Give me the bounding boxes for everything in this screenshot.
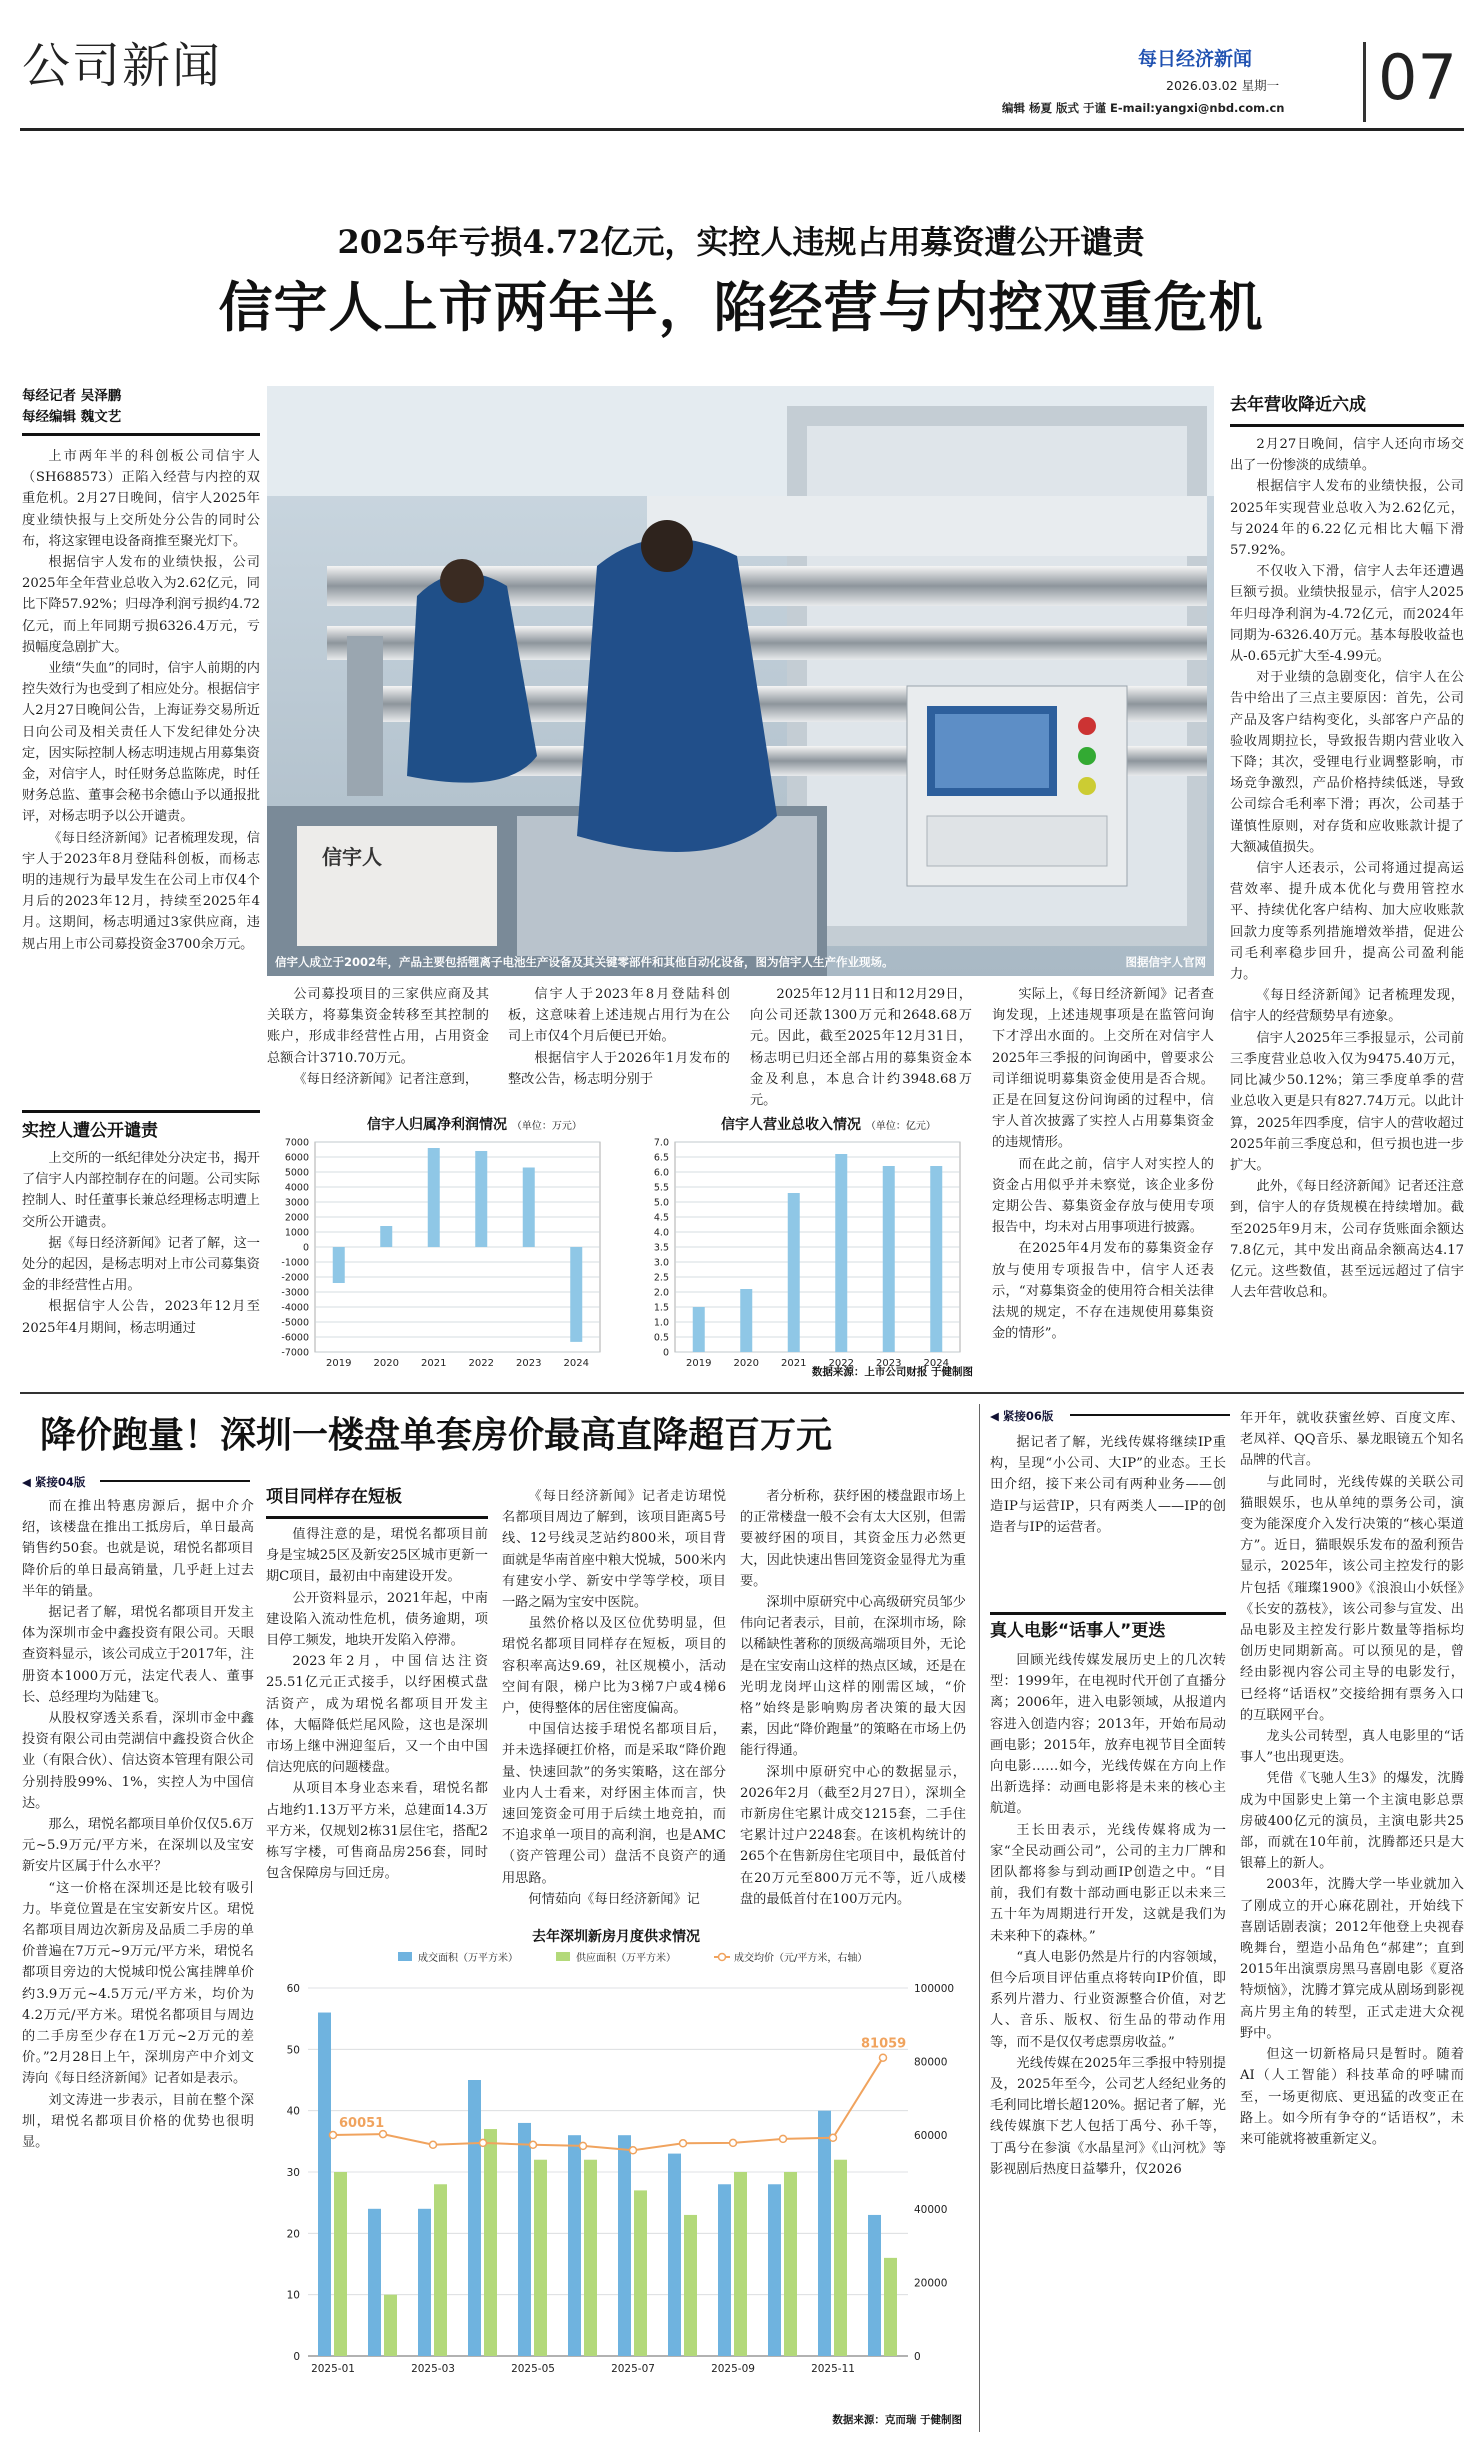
chart1-bar: [428, 1148, 440, 1247]
chart3-legend-marker: [719, 1954, 726, 1961]
chart1-bar: [523, 1168, 535, 1248]
chart1-x-tick: 2022: [468, 1358, 494, 1369]
chart2-y-tick: 3.0: [653, 1257, 669, 1269]
chart1-y-tick: 3000: [284, 1197, 309, 1209]
paragraph: 从项目本身业态来看，珺悦名都占地约1.13万平方米，总建面14.3万平方米，仅规划2栋31层住宅，搭配2栋写字楼，可售商品房256套，同时包含保障房与回迁房。: [266, 1781, 488, 1882]
paragraph: 据《每日经济新闻》记者了解，这一处分的起因，是杨志明对上市公司募集资金的非经营性占用。: [22, 1235, 260, 1294]
chart3-x-tick: 2025-05: [511, 2363, 555, 2375]
column-divider: [979, 1404, 980, 2432]
paragraph: 上交所的一纸纪律处分决定书，揭开了信宇人内部控制存在的问题。公司实际控制人、时任董事长兼总经理杨志明遭上交所公开谴责。: [22, 1151, 260, 1230]
chart3-bar-deal: [568, 2135, 581, 2356]
paragraph: “这一价格在深圳还是比较有吸引力。毕竟位置是在宝安新安片区。珺悦名都项目周边次新房及品质二手房的单价普遍在7万元~9万元/平方米，珺悦名都项目旁边的大悦城印悦公寓挂牌单价约3.9万元~4.5万元/平方米，均价为4.2万元/平方米。珺悦名都项目与周边的二手房至少存在1万元~2万元的差价。”2月28日上午，深圳房产中介刘文涛向《每日经济新闻》记者如是表示。: [22, 1880, 254, 2087]
chart2-y-tick: 6.0: [653, 1167, 669, 1179]
chart1-y-tick: 0: [302, 1242, 309, 1254]
reporter: 每经记者 吴泽鹏: [22, 388, 122, 404]
machine-label: 信宇人: [322, 845, 382, 869]
chart3-bar-deal: [618, 2135, 631, 2356]
chart1-2-svg: [267, 1110, 977, 1382]
chart3-price-line: [333, 2058, 883, 2151]
paper-name: 每日经济新闻: [1138, 48, 1253, 70]
chart1-bar: [380, 1226, 392, 1247]
chart3-y2-tick: 80000: [914, 2056, 948, 2069]
chart1-y-tick: 6000: [284, 1152, 309, 1164]
paragraph: 那么，珺悦名都项目单价仅仅5.6万元~5.9万元/平方米，在深圳以及宝安新安片区属于什么水平？: [22, 1817, 254, 1875]
paragraph: 而在推出特惠房源后，据中介介绍，该楼盘在推出工抵房后，单日最高销售约50套。也就是说，珺悦名都项目降价后的单日最高销量，几乎赶上过去半年的销量。: [22, 1499, 254, 1599]
factory-photo: [267, 386, 1214, 976]
a3-col2: [1240, 1408, 1464, 2432]
chart3-bar-supply: [484, 2129, 497, 2356]
chart2-y-tick: 5.0: [653, 1197, 669, 1209]
page-number: 07: [1378, 41, 1457, 114]
chart3-price-point: [880, 2054, 887, 2061]
chart3-bar-supply: [384, 2295, 397, 2356]
chart3-legend-swatch: [556, 1952, 570, 1961]
a2-headline: 降价跑量！深圳一楼盘单套房价最高直降超百万元: [40, 1414, 833, 1456]
photo-credit: 图据信宇人官网: [1125, 955, 1206, 969]
chart2-x-tick: 2024: [923, 1358, 949, 1369]
a3-secrule: [990, 1612, 1226, 1615]
a3-col1b: [990, 1650, 1226, 2432]
chart3-y2-tick: 20000: [914, 2277, 948, 2290]
paragraph: 刘文涛进一步表示，目前在整个深圳，珺悦名都项目价格的优势也很明显。: [22, 2092, 254, 2151]
chart3-bar-deal: [768, 2184, 781, 2356]
paragraph: 者分析称，获纾困的楼盘跟市场上的正常楼盘一般不会有太大区别，但需要被纾困的项目，其资金压力必然更大，因此快速出售回笼资金显得尤为重要。: [740, 1489, 966, 1589]
chart2-y-tick: 0.5: [653, 1332, 669, 1344]
chart3-legend-label: 成交面积（万平方米）: [418, 1953, 518, 1964]
chart3-price-point: [830, 2134, 837, 2141]
paragraph: “真人电影仍然是片行的内容领域，但今后项目评估重点将转向IP价值，即系列片潜力、行业资源整合价值，对艺人、音乐、版权、衍生品的带动作用等，而不是仅仅考虑票房收益。”: [990, 1949, 1226, 2050]
chart2-y-tick: 4.5: [653, 1212, 669, 1224]
paragraph: 据记者了解，珺悦名都项目开发主体为深圳市金中鑫投资有限公司。天眼查资料显示，该公司成立于2017年，注册资本1000万元，法定代表人、董事长、总经理均为陆建飞。: [22, 1605, 254, 1705]
a2-rule: [100, 1480, 250, 1482]
chart1-bar: [333, 1247, 345, 1283]
chart3-bar-supply: [784, 2172, 797, 2356]
chart3-bar-deal: [368, 2209, 381, 2356]
chart2-unit: （单位：亿元）: [865, 1121, 936, 1132]
chart3-y-tick: 50: [286, 2044, 300, 2057]
paragraph: 但这一切新格局只是暂时。随着AI（人工智能）科技革命的呼啸而至，一场更彻底、更迅猛的改变正在路上。如今所有争夺的“话语权”，未来可能就将被重新定义。: [1240, 2047, 1464, 2147]
staff-line: 编辑 杨夏 版式 于谨 E-mail:yangxi@nbd.com.cn: [1002, 101, 1285, 115]
a1-col4a: [750, 984, 972, 1109]
paragraph: 根据信宇人发布的业绩快报，公司2025年实现营业总收入为2.62亿元，与2024年的6.22亿元相比大幅下滑57.92%。: [1230, 479, 1464, 559]
section-title: 公司新闻: [22, 38, 223, 94]
paragraph: 凭借《飞驰人生3》的爆发，沈腾成为中国影史上第一个主演电影总票房破400亿元的演员，主演电影共25部，而就在10年前，沈腾都还只是大银幕上的新人。: [1240, 1771, 1464, 1872]
chart2-x-tick: 2023: [876, 1358, 902, 1369]
chart2-x-tick: 2021: [781, 1358, 807, 1369]
chart1-y-tick: -6000: [281, 1332, 309, 1344]
issue-date: [1166, 76, 1279, 94]
a2-subrule: [266, 1516, 488, 1519]
chart1-x-tick: 2023: [516, 1358, 542, 1369]
chart3-price-point: [480, 2139, 487, 2146]
chart3-price-point: [630, 2147, 637, 2154]
section-rule: [22, 1110, 260, 1113]
chart2-y-tick: 0: [662, 1347, 669, 1359]
chart3-x-tick: 2025-11: [811, 2363, 855, 2375]
chart2-x-tick: 2019: [686, 1358, 712, 1369]
paragraph: 与此同时，光线传媒的关联公司猫眼娱乐，也从单纯的票务公司，演变为能深度介入发行决策的“核心渠道方”。近日，猫眼娱乐发布的盈利预告显示，2025年，该公司主控发行的影片包括《璀璨1900》《浪浪山小妖怪》《长安的荔枝》，该公司参与宣发、出品电影及主控发行影片数量等指标均创历史同期新高。可以预见的是，曾经由影视内容公司主导的电影发行，已经将“话语权”交接给拥有票务入口的互联网平台。: [1240, 1474, 1464, 1723]
a1-col1b: [22, 1148, 260, 1378]
chart3-legend-label: 成交均价（元/平方米，右轴）: [734, 1953, 868, 1964]
chart1-title: 信宇人归属净利润情况: [367, 1117, 507, 1133]
chart1-y-tick: 1000: [284, 1227, 309, 1239]
paragraph: 信宇人于2023年8月登陆科创板，这意味着上述违规占用行为在公司上市仅4个月后便已开始。: [508, 987, 730, 1045]
a1-col1: [22, 446, 260, 1104]
paragraph: 根据信宇人于2026年1月发布的整改公告，杨志明分别于: [508, 1050, 730, 1087]
paragraph: 《每日经济新闻》记者梳理发现，信宇人的经营颓势早有迹象。: [1230, 988, 1464, 1025]
chart2-y-tick: 2.5: [653, 1272, 669, 1284]
chart1-y-tick: -1000: [281, 1257, 309, 1269]
chart2-y-tick: 2.0: [653, 1287, 669, 1299]
chart3-bar-supply: [884, 2258, 897, 2356]
paragraph: 公司募投项目的三家供应商及其关联方，将募集资金转移至其控制的账户，形成非经营性占用，占用资金总额合计3710.70万元。: [267, 987, 489, 1066]
paragraph: 2023年2月，中国信达注资25.51亿元正式接手，以纾困模式盘活资产，成为珺悦名都项目开发主体，大幅降低烂尾风险，这也是深圳市场上继中洲迎玺后，又一个由中国信达兜底的问题楼盘。: [266, 1654, 488, 1776]
chart1-unit: （单位：万元）: [511, 1121, 582, 1132]
chart3-svg: [266, 1926, 966, 2432]
chart1-y-tick: -4000: [281, 1302, 309, 1314]
chart3-price-point: [780, 2135, 787, 2142]
paragraph: 2025年12月11日和12月29日，向公司还款1300万元和2648.68万元。因此，截至2025年12月31日，杨志明已归还全部占用的募集资金本金及利息，本息合计约3948.68万元。: [750, 987, 972, 1109]
chart2-y-tick: 7.0: [653, 1137, 669, 1149]
a2-col3: [502, 1486, 726, 1918]
paragraph: 据记者了解，光线传媒将继续IP重构，呈现“小公司、大IP”的业态。王长田介绍，接下来公司有两种业务——创造IP与运营IP，只有两类人——IP的创造者与IP的运营者。: [990, 1435, 1226, 1535]
chart3-y2-tick: 0: [914, 2351, 921, 2363]
chart2-x-tick: 2020: [733, 1358, 759, 1369]
chart3-x-tick: 2025-01: [311, 2363, 355, 2375]
chart3-price-point: [430, 2141, 437, 2148]
chart3-bar-deal: [868, 2215, 881, 2356]
chart3-legend-label: 供应面积（万平方米）: [576, 1953, 676, 1964]
chart2-y-tick: 4.0: [653, 1227, 669, 1239]
chart2-x-tick: 2022: [828, 1358, 854, 1369]
chart3-bar-deal: [468, 2080, 481, 2356]
chart1-y-tick: -5000: [281, 1317, 309, 1329]
chart3-price-point: [680, 2140, 687, 2147]
chart1-x-tick: 2019: [326, 1358, 352, 1369]
a3-continued: ◀ 紧接06版: [990, 1409, 1054, 1423]
chart1-bar: [475, 1151, 487, 1247]
a3-rule: [1070, 1414, 1230, 1416]
chart3-y2-tick: 60000: [914, 2130, 948, 2143]
chart3-y2-tick: 100000: [914, 1983, 955, 1995]
chart3-bar-deal: [418, 2209, 431, 2356]
a1-col3: [508, 984, 730, 1092]
a2-continued: ◀ 紧接04版: [22, 1475, 86, 1489]
chart3-bar-deal: [718, 2184, 731, 2356]
editor: 每经编辑 魏文艺: [22, 409, 122, 425]
chart1-y-tick: -2000: [281, 1272, 309, 1284]
chart3-y-tick: 0: [293, 2351, 300, 2363]
chart2-y-tick: 3.5: [653, 1242, 669, 1254]
chart3-bar-deal: [518, 2123, 531, 2356]
chart3-x-tick: 2025-03: [411, 2363, 455, 2375]
paragraph: 信宇人2025年三季报显示，公司前三季度营业总收入仅为9475.40万元，同比减少50.12%；第三季度单季的营业总收入更是只有827.74万元。以此计算，2025年四季度，信宇人的营收超过2025年前三季度总和，但亏损也进一步扩大。: [1230, 1030, 1464, 1173]
chart3-bar-supply: [734, 2172, 747, 2356]
chart1-x-tick: 2024: [563, 1358, 589, 1369]
chart-panel-1: [267, 1110, 977, 1382]
paragraph: 值得注意的是，珺悦名都项目前身是宝城25区及新安25区城市更新一期C项目，最初由中南建设开发。: [266, 1527, 488, 1585]
paragraph: 实际上，《每日经济新闻》记者查询发现，上述违规事项是在监管问询下才浮出水面的。上交所在对信宇人2025年三季报的问询函中，曾要求公司详细说明募集资金使用是否合规。正是在回复这份问询函的过程中，信宇人首次披露了实控人占用募集资金的违规情形。: [992, 987, 1214, 1151]
photo-caption: 信宇人成立于2002年，产品主要包括锂离子电池生产设备及其关键零部件和其他自动化设备，图为信宇人生产作业现场。: [275, 955, 894, 969]
chart2-y-tick: 5.5: [653, 1182, 669, 1194]
chart3-source: 数据来源：克而瑞 于健制图: [832, 2414, 962, 2426]
paragraph: 业绩“失血”的同时，信宇人前期的内控失效行为也受到了相应处分。根据信宇人2月27日晚间公告，上海证券交易所近日向公司及相关责任人下发纪律处分决定，因实际控制人杨志明违规占用募集资金，对信宇人，时任财务总监陈虎，时任财务总监、董事会秘书余德山予以通报批评，对杨志明予以公开谴责。: [22, 661, 260, 825]
chart2-bar: [835, 1154, 847, 1352]
chart3-bar-deal: [318, 2013, 331, 2356]
chart3-y-tick: 20: [286, 2228, 300, 2241]
paragraph: 对于业绩的急剧变化，信宇人在公告中给出了三点主要原因：首先，公司产品及客户结构变化，头部客户产品的验收周期拉长，导致报告期内营业收入下降；其次，受锂电行业调整影响，市场竞争激烈，产品价格持续低迷，导致公司综合毛利率下滑；再次，公司基于谨慎性原则，对存货和应收账款计提了大额减值损失。: [1230, 670, 1464, 855]
subhead-right: 去年营收降近六成: [1230, 395, 1366, 415]
header-divider: [1363, 42, 1366, 122]
subhead-1: 实控人遭公开谴责: [22, 1121, 158, 1141]
paragraph: 虽然价格以及区位优势明显，但珺悦名都项目同样存在短板，项目的容积率高达9.69，社区规模小，活动空间有限，梯户比为3梯7户或4梯6户，使得整体的居住密度偏高。: [502, 1616, 726, 1717]
chart3-title: 去年深圳新房月度供求情况: [532, 1929, 700, 1945]
chart1-y-tick: -3000: [281, 1287, 309, 1299]
paragraph: 上市两年半的科创板公司信宇人（SH688573）正陷入经营与内控的双重危机。2月27日晚间，信宇人2025年度业绩快报与上交所处分公告的同时公布，将这家锂电设备商推至聚光灯下。: [22, 449, 260, 549]
byline-rule: [22, 433, 260, 436]
paragraph: 《每日经济新闻》记者走访珺悦名都项目周边了解到，该项目距离5号线、12号线灵芝站约800米，项目背面就是华南首座中粮大悦城，500米内有建安小学、新安中学等学校，项目一路之隔为宝安中医院。: [502, 1489, 726, 1611]
chart3-x-tick: 2025-09: [711, 2363, 755, 2375]
paragraph: 2月27日晚间，信宇人还向市场交出了一份惨淡的成绩单。: [1230, 437, 1464, 474]
chart3-bar-supply: [634, 2190, 647, 2356]
chart3-price-point: [730, 2139, 737, 2146]
paragraph: 而在此之前，信宇人对实控人的资金占用似乎并未察觉，该企业多份定期公告、募集资金存放与使用专项报告中，均未对占用事项进行披露。: [992, 1156, 1214, 1236]
chart2-y-tick: 1.0: [653, 1317, 669, 1329]
chart1-x-tick: 2021: [421, 1358, 447, 1369]
byline: [22, 386, 262, 428]
paragraph: 此外，《每日经济新闻》记者还注意到，信宇人的存货规模在持续增加。截至2025年9月末，公司存货账面余额达7.8亿元，其中发出商品余额高达4.17亿元。这些数值，甚至远远超过了信宇人去年营收总和。: [1230, 1179, 1464, 1301]
header-rule: [20, 128, 1464, 131]
chart1-x-tick: 2020: [373, 1358, 399, 1369]
paragraph: 年开年，就收获蜜丝婷、百度文库、老凤祥、QQ音乐、暴龙眼镜五个知名品牌的代言。: [1240, 1411, 1464, 1469]
chart1-y-tick: -7000: [281, 1347, 309, 1359]
right-rule: [1230, 424, 1464, 427]
chart3-y2-tick: 40000: [914, 2203, 948, 2216]
chart3-bar-supply: [684, 2215, 697, 2356]
chart3-price-point: [330, 2132, 337, 2139]
a1-col2: [267, 984, 489, 1092]
chart3-price-point: [530, 2141, 537, 2148]
chart2-y-tick: 1.5: [653, 1302, 669, 1314]
chart3-y-tick: 10: [286, 2289, 300, 2302]
chart3-annot-first: 60051: [339, 2116, 385, 2132]
paragraph: 公开资料显示，2021年起，中南建设陷入流动性危机，债务逾期，项目停工频发，地块开发陷入停滞。: [266, 1590, 488, 1649]
chart3-y-tick: 40: [286, 2105, 300, 2118]
chart3-legend-swatch: [398, 1952, 412, 1961]
paragraph: 在2025年4月发布的募集资金存放与使用专项报告中，信宇人还表示，“对募集资金的使用符合相关法律法规的规定，不存在违规使用募集资金的情形”。: [992, 1241, 1214, 1342]
a3-subhead: 真人电影“话事人”更迭: [990, 1621, 1166, 1641]
chart3-price-point: [380, 2131, 387, 2138]
chart3-bar-deal: [668, 2154, 681, 2356]
paragraph: 根据信宇人发布的业绩快报，公司2025年全年营业总收入为2.62亿元，同比下降57.92%；归母净利润亏损约4.72亿元，而上年同期亏损6326.4万元，亏损幅度急剧扩大。: [22, 555, 260, 655]
a2-col2: [266, 1524, 488, 1918]
chart3-bar-supply: [534, 2160, 547, 2356]
paragraph: 何情茹向《每日经济新闻》记: [528, 1891, 700, 1907]
paragraph: 深圳中原研究中心的数据显示，2026年2月（截至2月27日），深圳全市新房住宅累计成交1215套，二手住宅累计过户2248套。在该机构统计的265个在售新房住宅项目中，最低首付在20万元至800万元不等，近八成楼盘的最低首付在100万元内。: [740, 1764, 966, 1907]
chart2-bar: [930, 1166, 942, 1352]
chart1-y-tick: 4000: [284, 1182, 309, 1194]
paragraph: 不仅收入下滑，信宇人去年还遭遇巨额亏损。业绩快报显示，信宇人2025年归母净利润为-4.72亿元，而2024年同期为-6326.40万元。基本每股收益也从-0.65元扩大至-4.99元。: [1230, 564, 1464, 665]
paragraph: 回顾光线传媒发展历史上的几次转型：1999年，在电视时代开创了直播分离；2006年，进入电影领域，从报道内容进入创造内容；2013年，开始布局动画电影；2015年，放弃电视节目全面转向电影……如今，光线传媒在方向上作出新选择：动画电影将是未来的核心主航道。: [990, 1653, 1226, 1817]
chart3-bar-supply: [834, 2160, 847, 2356]
chart2-bar: [693, 1307, 705, 1352]
chart2-bar: [883, 1166, 895, 1352]
a3-col1: [990, 1432, 1226, 1604]
a2-col1: [22, 1496, 254, 2432]
chart2-source: 数据来源：上市公司财报 于健制图: [811, 1366, 973, 1378]
chart1-y-tick: 2000: [284, 1212, 309, 1224]
chart3-x-tick: 2025-07: [611, 2363, 655, 2375]
paragraph: 深圳中原研究中心高级研究员邹少伟向记者表示，目前，在深圳市场，除以稀缺性著称的顶级高端项目外，无论是在宝安南山这样的热点区域，还是在光明龙岗坪山这样的刚需区域，“价格”始终是影响购房者决策的最大因素，因此“降价跑量”的策略在市场上仍能行得通。: [740, 1595, 966, 1759]
chart3-y-tick: 30: [286, 2167, 300, 2179]
chart3-price-point: [580, 2142, 587, 2149]
kicker: 2025年亏损4.72亿元，实控人违规占用募资遭公开谴责: [337, 223, 1145, 261]
headline: 信宇人上市两年半，陷经营与内控双重危机: [218, 275, 1264, 339]
paragraph: 《每日经济新闻》记者注意到，: [293, 1071, 479, 1087]
chart2-y-tick: 6.5: [653, 1152, 669, 1164]
chart3-annot-last: 81059: [861, 2036, 907, 2052]
a1-col4b: [992, 984, 1214, 1382]
paragraph: 光线传媒在2025年三季报中特别提及，2025年至今，公司艺人经纪业务的毛利同比增长超120%。据记者了解，光线传媒旗下艺人包括丁禹兮、孙千等，丁禹兮在参演《水晶星河》《山河枕》等影视剧后热度日益攀升，仅2026: [990, 2055, 1226, 2177]
chart3-bar-supply: [334, 2172, 347, 2356]
weekday-text: 星期一: [1241, 78, 1280, 93]
paragraph: 信宇人还表示，公司将通过提高运营效率、提升成本优化与费用管控水平、持续优化客户结构、加大应收账款回款力度等系列措施增效举措，促进公司毛利率稳步回升，提高公司盈利能力。: [1230, 861, 1464, 983]
paragraph: 中国信达接手珺悦名都项目后，并未选择硬扛价格，而是采取“降价跑量、快速回款”的务实策略，这在部分业内人士看来，对纾困主体而言，快速回笼资金可用于后续土地竞拍，而不追求单一项目的高利润，也是AMC（资产管理公司）盘活不良资产的通用思路。: [502, 1722, 726, 1886]
paragraph: 王长田表示，光线传媒将成为一家“全民动画公司”，公司的主力厂牌和团队都将参与到动画IP创造之中。“目前，我们有数十部动画电影正以未来三五十年为周期进行开发，这就是我们为未来种下的森林。”: [990, 1822, 1226, 1944]
chart3-bar-supply: [434, 2184, 447, 2356]
paragraph: 龙头公司转型，真人电影里的“话事人”也出现更迭。: [1240, 1729, 1464, 1766]
mid-rule: [20, 1392, 1464, 1394]
chart2-bar: [788, 1193, 800, 1352]
chart-panel-3: [266, 1926, 966, 2432]
paragraph: 根据信宇人公告，2023年12月至2025年4月期间，杨志明通过: [22, 1299, 260, 1336]
chart3-bar-supply: [584, 2160, 597, 2356]
date-text: 2026.03.02: [1166, 78, 1238, 93]
chart2-bar: [740, 1289, 752, 1352]
chart1-bar: [570, 1247, 582, 1342]
paragraph: 2003年，沈腾大学一毕业就加入了刚成立的开心麻花剧社，开始线下喜剧话剧表演；2012年他登上央视春晚舞台，塑造小品角色“郝建”；直到2015年出演票房黑马喜剧电影《夏洛特烦恼》，沈腾才算完成从剧场到影视高片男主角的转型，正式走进大众视野中。: [1240, 1877, 1464, 2041]
chart2-title: 信宇人营业总收入情况: [721, 1117, 861, 1133]
paragraph: 从股权穿透关系看，深圳市金中鑫投资有限公司由莞湖信中鑫投资合伙企业（有限合伙）、信达资本管理有限公司分别持股99%、1%，实控人为中国信达。: [22, 1711, 254, 1811]
paragraph: 《每日经济新闻》记者梳理发现，信宇人于2023年8月登陆科创板，而杨志明的违规行为最早发生在公司上市仅4个月后的2023年12月，持续至2025年4月。这期间，杨志明通过3家供应商，违规占用上市公司募投资金3700余万元。: [22, 830, 260, 952]
photo-illustration: [267, 386, 1214, 976]
a1-col-right: [1230, 434, 1464, 1382]
a2-col4: [740, 1486, 966, 1918]
chart3-y-tick: 60: [286, 1983, 300, 1995]
a2-subhead: 项目同样存在短板: [266, 1487, 402, 1507]
chart1-y-tick: 7000: [284, 1137, 309, 1149]
chart3-bar-deal: [818, 2111, 831, 2356]
chart1-y-tick: 5000: [284, 1167, 309, 1179]
